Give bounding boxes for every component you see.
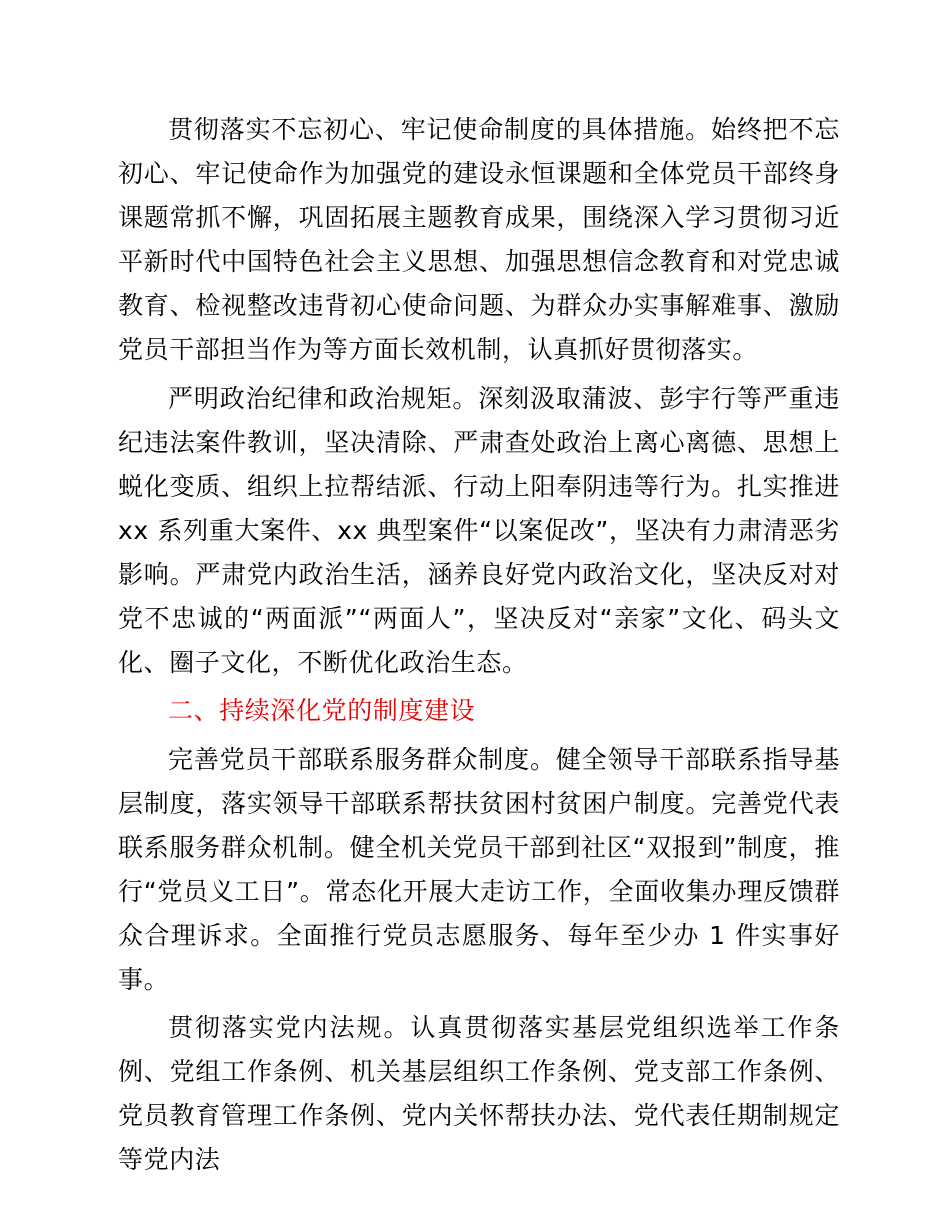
paragraph-party-regulations: 贯彻落实党内法规。认真贯彻落实基层党组织选举工作条例、党组工作条例、机关基层组织工作条例、党支部工作条例、党员教育管理工作条例、党内关怀帮扶办法、党代表任期制规定等党内法 (118, 1013, 840, 1174)
document-body (118, 108, 840, 1187)
paragraph-commitment-measures: 贯彻落实不忘初心、牢记使命制度的具体措施。始终把不忘初心、牢记使命作为加强党的建设永恒课题和全体党员干部终身课题常抓不懈，巩固拓展主题教育成果，围绕深入学习贯彻习近平新时代中国特色社会主义思想、加强思想信念教育和对党忠诚教育、检视整改违背初心使命问题、为群众办实事解难事、激励党员干部担当作为等方面长效机制，认真抓好贯彻落实。 (118, 115, 840, 364)
paragraph-contact-service: 完善党员干部联系服务群众制度。健全领导干部联系指导基层制度，落实领导干部联系帮扶贫困村贫困户制度。完善党代表联系服务群众机制。健全机关党员干部到社区“双报到”制度，推行“党员义工日”。常态化开展大走访工作，全面收集办理反馈群众合理诉求。全面推行党员志愿服务、每年至少办 1 件实事好事。 (118, 744, 840, 994)
paragraph-political-discipline: 严明政治纪律和政治规矩。深刻汲取蒲波、彭宇行等严重违纪违法案件教训，坚决清除、严肃查处政治上离心离德、思想上蜕化变质、组织上拉帮结派、行动上阳奉阴违等行为。扎实推进 xx 系列重大案件、xx 典型案件“以案促改”，坚决有力肃清恶劣影响。严肃党内政治生活，涵养良好党内政治文化，坚决反对对党不忠诚的“两面派”“两面人”，坚决反对“亲家”文化、码头文化、圈子文化，不断优化政治生态。 (118, 383, 840, 677)
section-heading: 二、持续深化党的制度建设 (168, 696, 476, 725)
